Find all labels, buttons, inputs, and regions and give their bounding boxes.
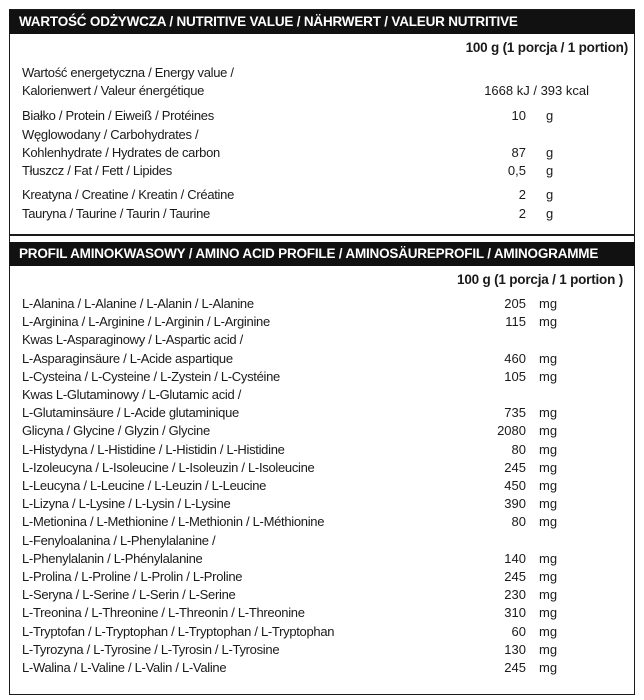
table-row	[0, 477, 644, 495]
nutrient-label: Tłuszcz / Fat / Fett / Lipides	[22, 163, 172, 178]
nutrient-value: 80	[511, 514, 526, 530]
nutrient-unit: mg	[539, 569, 558, 584]
table-row	[0, 368, 644, 386]
nutrient-unit: mg	[539, 550, 558, 566]
nutrient-label: L-Metionina / L-Methionine / L-Methionin / L-Méthionine	[22, 514, 325, 530]
nutrient-label: Węglowodany / Carbohydrates /	[22, 127, 199, 142]
table-row	[0, 126, 644, 144]
table-row	[0, 513, 644, 531]
table-row	[0, 568, 644, 586]
nutrient-value: 230	[504, 587, 526, 603]
nutrient-value: 205	[504, 296, 526, 311]
nutrient-value: 310	[504, 605, 526, 621]
nutrient-value: 460	[504, 350, 526, 366]
nutrient-label: L-Lizyna / L-Lysine / L-Lysin / L-Lysine	[22, 496, 231, 512]
table-row	[0, 532, 644, 550]
nutrient-value: 245	[504, 459, 526, 475]
nutrient-unit: g	[546, 187, 554, 202]
table-row	[0, 386, 644, 404]
nutrient-value: 735	[504, 405, 526, 421]
energy-row	[0, 64, 644, 82]
nutrient-label: Tauryna / Taurine / Taurin / Taurine	[22, 206, 210, 221]
table-row	[0, 623, 644, 641]
table-row	[0, 641, 644, 659]
table-row	[0, 350, 644, 368]
nutrient-unit: g	[546, 163, 554, 178]
nutrient-label: L-Glutaminsäure / L-Acide glutaminique	[22, 405, 239, 421]
table-row	[0, 295, 644, 313]
nutrient-label: Kreatyna / Creatine / Kreatin / Créatine	[22, 187, 235, 202]
nutrient-unit: mg	[539, 605, 558, 621]
nutrition-portion-heading: 100 g (1 porcja / 1 portion)	[465, 40, 628, 55]
table-row	[0, 404, 644, 422]
nutrient-value: 80	[511, 441, 526, 457]
nutrient-label: Kwas L-Asparaginowy / L-Aspartic acid /	[22, 332, 243, 348]
section-divider	[9, 234, 635, 236]
table-row	[0, 331, 644, 349]
nutrient-label: Kohlenhydrate / Hydrates de carbon	[22, 145, 220, 160]
nutrient-unit: mg	[539, 441, 558, 457]
nutrient-unit: g	[546, 108, 554, 123]
table-row	[0, 586, 644, 604]
nutrient-label: L-Izoleucyna / L-Isoleucine / L-Isoleuzin / L-Isoleucine	[22, 459, 315, 475]
energy-value: 1668 kJ / 393 kcal	[484, 83, 589, 98]
nutrient-value: 60	[511, 623, 526, 639]
amino-header: PROFIL AMINOKWASOWY / AMINO ACID PROFILE / AMINOSÄUREPROFIL / AMINOGRAMME	[9, 242, 635, 266]
nutrient-label: L-Treonina / L-Threonine / L-Threonin / L-Threonine	[22, 605, 305, 621]
nutrient-value: 2	[518, 187, 526, 202]
table-row	[0, 604, 644, 622]
table-row	[0, 186, 644, 204]
nutrient-unit: mg	[539, 314, 558, 330]
nutrient-label: L-Alanina / L-Alanine / L-Alanin / L-Alanine	[22, 296, 254, 311]
nutrient-label: L-Tryptofan / L-Tryptophan / L-Tryptophan / L-Tryptophan	[22, 623, 335, 639]
table-row	[0, 441, 644, 459]
nutrient-value: 130	[504, 641, 526, 657]
nutrient-value: 115	[505, 314, 526, 330]
nutrient-label: L-Walina / L-Valine / L-Valin / L-Valine	[22, 660, 227, 675]
nutrient-label: L-Fenyloalanina / L-Phenylalanine /	[22, 532, 216, 548]
nutrient-value: 87	[511, 145, 526, 160]
nutrient-unit: g	[546, 206, 554, 221]
nutrient-unit: mg	[539, 641, 558, 657]
table-row	[0, 162, 644, 180]
nutrient-label: L-Asparaginsäure / L-Acide aspartique	[22, 350, 233, 366]
nutrient-value: 450	[504, 478, 526, 493]
energy-label-line2: Kalorienwert / Valeur énergétique	[22, 83, 205, 98]
nutrient-label: L-Histydyna / L-Histidine / L-Histidin / L-Histidine	[22, 441, 285, 457]
nutrient-unit: mg	[539, 587, 558, 603]
table-row	[0, 422, 644, 440]
nutrient-label: L-Leucyna / L-Leucine / L-Leuzin / L-Leucine	[22, 478, 267, 493]
nutrient-value: 105	[504, 368, 526, 384]
table-row	[0, 107, 644, 125]
table-row	[0, 495, 644, 513]
nutrient-unit: mg	[539, 478, 558, 493]
nutrient-value: 140	[504, 550, 526, 566]
nutrition-header: WARTOŚĆ ODŻYWCZA / NUTRITIVE VALUE / NÄHRWERT / VALEUR NUTRITIVE	[9, 10, 635, 34]
nutrient-value: 2080	[497, 423, 526, 439]
nutrient-value: 390	[504, 496, 526, 512]
nutrient-value: 10	[511, 108, 526, 123]
nutrient-unit: mg	[539, 459, 558, 475]
amino-portion-heading: 100 g (1 porcja / 1 portion )	[457, 272, 623, 287]
nutrient-unit: mg	[539, 350, 558, 366]
nutrient-unit: mg	[539, 368, 558, 384]
nutrient-unit: mg	[539, 496, 558, 512]
table-row	[0, 459, 644, 477]
nutrient-label: Glicyna / Glycine / Glyzin / Glycine	[22, 423, 210, 439]
energy-row-2	[0, 82, 644, 100]
nutrient-unit: mg	[539, 423, 558, 439]
table-row	[0, 205, 644, 223]
nutrient-label: L-Seryna / L-Serine / L-Serin / L-Serine	[22, 587, 236, 603]
nutrient-label: L-Arginina / L-Arginine / L-Arginin / L-Arginine	[22, 314, 270, 330]
nutrient-unit: mg	[539, 405, 558, 421]
nutrient-label: L-Cysteina / L-Cysteine / L-Zystein / L-Cystéine	[22, 368, 280, 384]
table-row	[0, 313, 644, 331]
table-row	[0, 550, 644, 568]
nutrient-label: L-Tyrozyna / L-Tyrosine / L-Tyrosin / L-Tyrosine	[22, 641, 280, 657]
nutrient-value: 0,5	[507, 163, 526, 178]
nutrient-value: 2	[518, 206, 526, 221]
nutrient-label: Kwas L-Glutaminowy / L-Glutamic acid /	[22, 387, 242, 402]
energy-label-line1: Wartość energetyczna / Energy value /	[22, 65, 234, 80]
nutrient-unit: mg	[539, 296, 558, 311]
table-row	[0, 144, 644, 162]
nutrient-unit: g	[546, 145, 554, 160]
table-row	[0, 659, 644, 677]
nutrient-label: Białko / Protein / Eiweiß / Protéines	[22, 108, 214, 123]
nutrient-label: L-Phenylalanin / L-Phénylalanine	[22, 550, 203, 566]
nutrient-unit: mg	[539, 514, 558, 530]
nutrient-unit: mg	[539, 660, 558, 675]
nutrient-label: L-Prolina / L-Proline / L-Prolin / L-Proline	[22, 569, 243, 584]
nutrient-value: 245	[504, 569, 526, 584]
nutrient-value: 245	[504, 660, 526, 675]
nutrient-unit: mg	[539, 623, 558, 639]
